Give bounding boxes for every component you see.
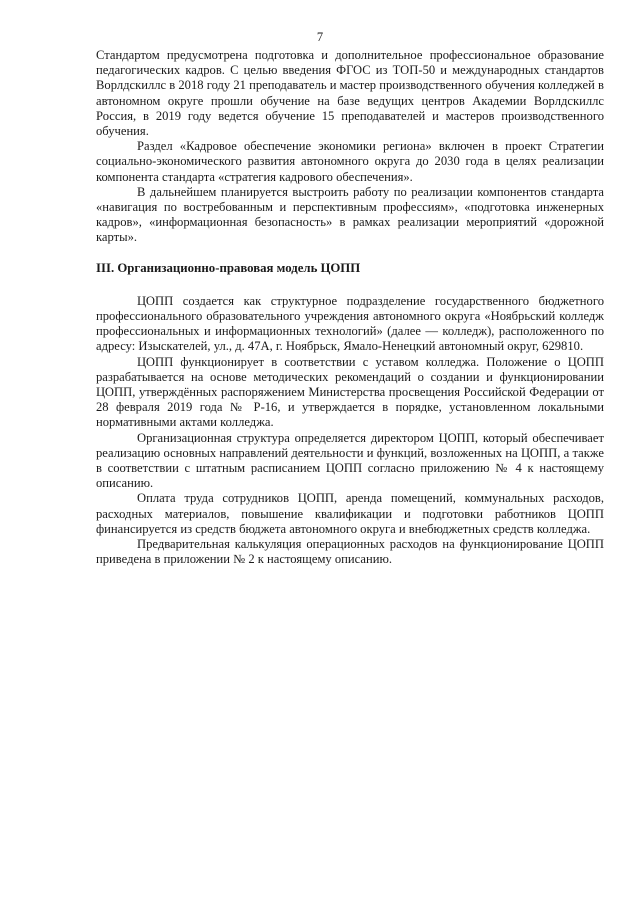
paragraph: ЦОПП функционирует в соответствии с уставом колледжа. Положение о ЦОПП разрабатывается на основе методических рекомендаций о создании и функционировании ЦОПП, утверждённых распоряжением Министерства просвещения Российской Федерации от 28 февраля 2019 года № Р-16, и утверждается в порядке, установленном локальными нормативными актами колледжа. xyxy=(96,354,604,430)
document-body xyxy=(96,48,604,568)
paragraph: ЦОПП создается как структурное подразделение государственного бюджетного профессионального образовательного учреждения автономного округа «Ноябрьский колледж профессиональных и информационных технологий» (далее — колледж), расположенного по адресу: Изыскателей, ул., д. 47А, г. Ноябрьск, Ямало-Ненецкий автономный округ, 629810. xyxy=(96,293,604,354)
paragraph: Раздел «Кадровое обеспечение экономики региона» включен в проект Стратегии социально-экономического развития автономного округа до 2030 года в целях реализации компонента стандарта «стратегия кадрового обеспечения». xyxy=(96,139,604,184)
paragraph: Предварительная калькуляция операционных расходов на функционирование ЦОПП приведена в приложении № 2 к настоящему описанию. xyxy=(96,537,604,567)
paragraph: Оплата труда сотрудников ЦОПП, аренда помещений, коммунальных расходов, расходных материалов, повышение квалификации и подготовки работников ЦОПП финансируется из средств бюджета автономного округа и внебюджетных средств колледжа. xyxy=(96,491,604,536)
section-heading: III. Организационно-правовая модель ЦОПП xyxy=(96,260,361,275)
paragraph: Стандартом предусмотрена подготовка и дополнительное профессиональное образование педагогических кадров. С целью введения ФГОС из ТОП-50 и международных стандартов Ворлдскиллс в 2018 году 21 преподаватель и мастер производственного обучения колледжей в автономном округе прошли обучение на базе ведущих центров Академии Ворлдскиллс Россия, в 2019 году ведется обучение 15 преподавателей и мастеров производственного обучения. xyxy=(96,48,604,139)
page-number: 7 xyxy=(316,30,324,44)
paragraph: В дальнейшем планируется выстроить работу по реализации компонентов стандарта «навигация по востребованным и перспективным профессиям», «подготовка инженерных кадров», «информационная безопасность» в рамках реализации мероприятий «дорожной карты». xyxy=(96,184,604,245)
paragraph: Организационная структура определяется директором ЦОПП, который обеспечивает реализацию основных направлений деятельности и функций, возложенных на ЦОПП, а также в соответствии с штатным расписанием ЦОПП согласно приложению № 4 к настоящему описанию. xyxy=(96,430,604,491)
